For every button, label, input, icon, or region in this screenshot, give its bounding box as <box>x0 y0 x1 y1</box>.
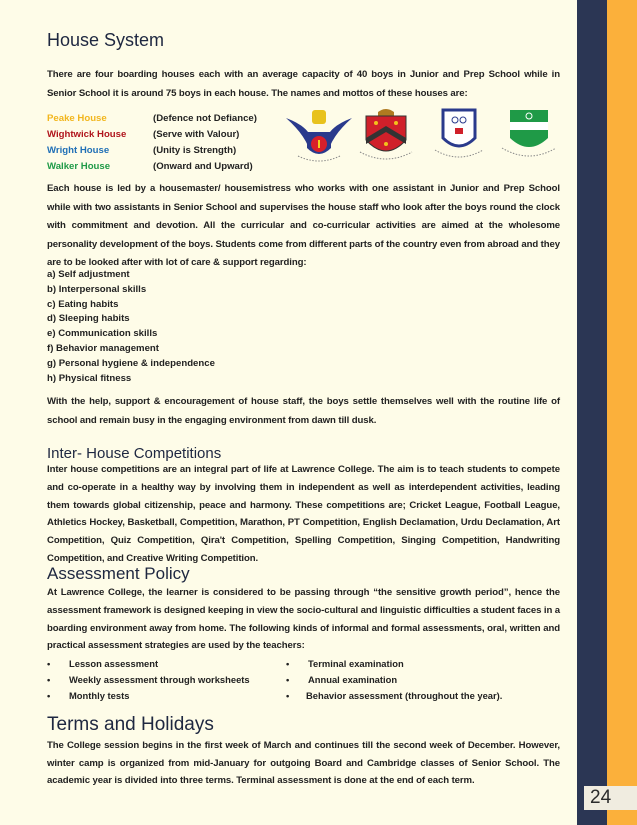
list-item: • Lesson assessment <box>47 658 159 669</box>
house-crests <box>284 106 564 168</box>
list-item: f) Behavior management <box>47 342 159 354</box>
assessment-title: Assessment Policy <box>47 564 190 583</box>
terms-body: The College session begins in the first week of March and continues till the second week of December. However, winter camp is organized from mid-January for outgoing Board and Cambridge classes of Senior School. The academic year is divided into three terms. Terminal assessment is done at the end of each term. <box>47 740 560 786</box>
house-list <box>47 111 257 175</box>
list-item: • Annual examination <box>286 674 398 685</box>
house-row-walker <box>47 159 257 175</box>
house-motto: (Onward and Upward) <box>153 161 253 172</box>
house-system-title: House System <box>47 30 165 50</box>
list-item: • Behavior assessment (throughout the year). <box>286 690 503 701</box>
wightwick-crest-icon <box>356 106 416 168</box>
assessment-body: At Lawrence College, the learner is considered to be passing through “the sensitive growth period”, hence the assessment framework is designed keeping in view the socio-cultural and linguistic difficulties a student faces in a boarding environment away from home. The following kinds of informal and formal assessments, oral, written and practical assessment strategies are used by the teachers: <box>47 587 561 652</box>
house-motto: (Unity is Strength) <box>153 145 237 156</box>
list-item: d) Sleeping habits <box>47 313 130 325</box>
terms-title: Terms and Holidays <box>47 714 214 735</box>
walker-crest-icon <box>494 106 564 168</box>
house-name: Wright House <box>47 145 110 156</box>
house-motto: (Defence not Defiance) <box>153 113 257 124</box>
house-system-closing: With the help, support & encouragement of house staff, the boys settle themselves well with the routine life of school and remain busy in the engaging environment from dawn till dusk. <box>47 396 560 426</box>
list-item: a) Self adjustment <box>47 269 130 280</box>
peake-crest-icon <box>284 106 354 168</box>
wright-crest-icon <box>429 106 489 168</box>
list-item: • Monthly tests <box>47 690 130 701</box>
list-item: b) Interpersonal skills <box>47 283 147 295</box>
assessment-list-right <box>286 656 502 704</box>
list-item: g) Personal hygiene & independence <box>47 357 215 369</box>
list-item: • Weekly assessment through worksheets <box>47 674 250 685</box>
house-name: Peake House <box>47 113 107 124</box>
list-item: c) Eating habits <box>47 298 119 310</box>
house-system-intro: There are four boarding houses each with an average capacity of 40 boys in Junior and Prep School while in Senior School it is around 75 boys in each house. The names and mottos of these houses are: <box>47 69 560 99</box>
house-motto: (Serve with Valour) <box>153 129 240 140</box>
list-item: • Terminal examination <box>286 658 404 669</box>
page-number: 24 <box>584 786 637 810</box>
house-system-description: Each house is led by a housemaster/ housemistress who works with one assistant in Junior and Prep School while with two assistants in Senior School and supervises the house staff who look after the boys round the clock with commitment and devotion. All the curricular and co-curricular activities are aimed at the wholesome personality development of the boys. Students come from different parts of the country even from abroad and they are to be looked after with lot of care & support regarding: <box>47 183 560 268</box>
inter-house-title: Inter- House Competitions <box>47 445 222 462</box>
house-row-wright <box>47 143 257 159</box>
house-name: Wightwick House <box>47 129 127 140</box>
navy-side-stripe <box>577 0 607 825</box>
inter-house-body: Inter house competitions are an integral part of life at Lawrence College. The aim is to teach students to compete and co-operate in a healthy way by involving them in independent as well as interdependent activities, leading them towards global citizenship, peace and harmony. These competitions are; Cricket League, Football League, Athletics Hockey, Basketball, Competition, Marathon, PT Competition, English Declamation, Urdu Declamation, Art Competition, Quiz Competition, Qira't Competition, Spelling Competition, Singing Competition, Handwriting Competition, and Creative Writing Competition. <box>47 464 560 564</box>
house-row-peake <box>47 111 257 127</box>
list-item: h) Physical fitness <box>47 372 132 384</box>
care-areas-list <box>47 268 215 386</box>
house-name: Walker House <box>47 161 111 172</box>
assessment-list-left <box>47 656 250 704</box>
orange-side-stripe <box>607 0 637 825</box>
house-row-wightwick <box>47 127 257 143</box>
list-item: e) Communication skills <box>47 328 158 340</box>
